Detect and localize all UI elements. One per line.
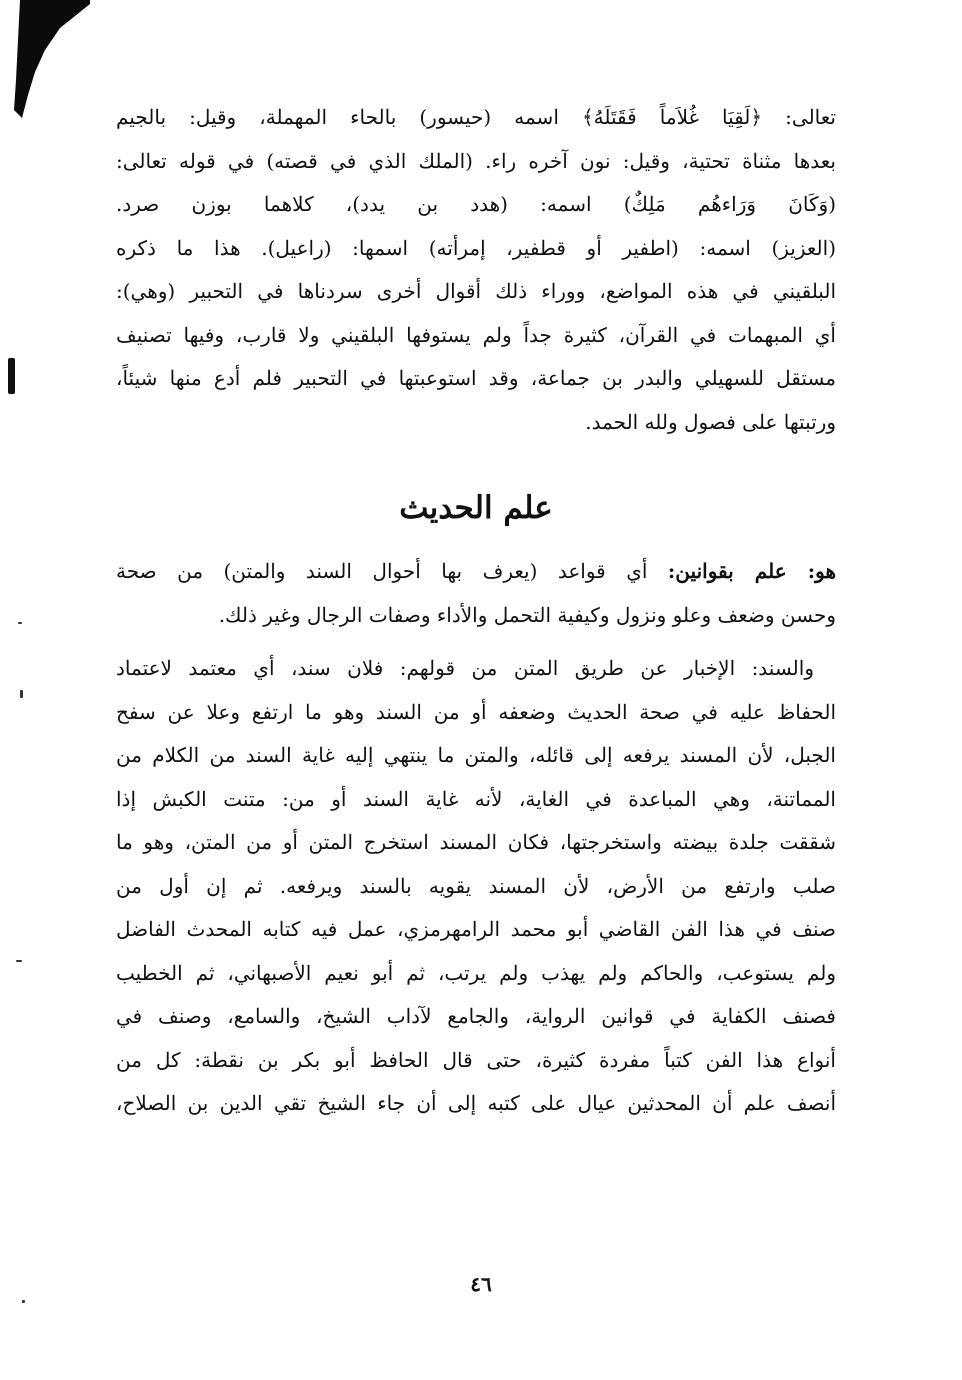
section-heading: علم الحديث — [399, 490, 553, 526]
text-line: أي المبهمات في القرآن، كثيرة جداً ولم يستوفها البلقيني ولا قارب، وفيها تصنيف — [116, 322, 836, 347]
page-number: ٤٦ — [470, 1272, 492, 1296]
text-line: والسند: الإخبار عن طريق المتن من قولهم: فلان سند، أي معتمد لاعتماد — [116, 656, 814, 680]
text-line: أنواع هذا الفن كتباً مفردة كثيرة، حتى قال الحافظ أبو بكر بن نقطة: كل من — [116, 1047, 836, 1072]
top-paragraph — [116, 96, 836, 444]
text-line: بعدها مثناة تحتية، وقيل: نون آخره راء. (الملك الذي في قصته) في قوله تعالى: — [116, 148, 836, 173]
text-line: صنف في هذا الفن القاضي أبو محمد الرامهرمزي، عمل فيه كتابه المحدث الفاضل — [116, 917, 836, 941]
margin-speck — [18, 622, 22, 624]
margin-speck — [16, 960, 22, 962]
text-line: صلب وارتفع من الأرض، لأن المسند يقويه بالسند ويرفعه. ثم إن أول من — [116, 873, 836, 898]
text-line: البلقيني في هذه المواضع، ووراء ذلك أقوال أخرى سردناها في التحبير (وهي): — [116, 279, 836, 303]
text-line: المماتنة، وهي المباعدة في الغاية، لأنه غاية السند أو من: متنت الكبش إذا — [116, 786, 836, 811]
text-line: شققت جلدة بيضته واستخرجتها، فكان المسند استخرج المتن أو من المتن، وهو ما — [116, 830, 836, 854]
definition-text: أي قواعد (يعرف بها أحوال السند والمتن) من صحة — [116, 559, 668, 583]
sanad-paragraph — [116, 647, 836, 1126]
text-line: ورتبتها على فصول ولله الحمد. — [585, 409, 836, 434]
text-line: الحفاظ عليه في صحة الحديث وضعفه أو من السند وهو ما ارتفع وعلا عن سفح — [116, 699, 836, 724]
text-line: ولم يستوعب، والحاكم ولم يهذب ولم يرتب، ثم أبو نعيم الأصبهاني، ثم الخطيب — [116, 960, 836, 985]
definition-lead: هو: علم بقوانين: — [667, 559, 836, 583]
margin-speck — [20, 690, 23, 698]
torn-corner-mark — [0, 0, 90, 120]
text-line: وحسن وضعف وعلو ونزول وكيفية التحمل والأداء وصفات الرجال وغير ذلك. — [218, 602, 836, 627]
margin-ink-mark — [8, 358, 15, 394]
page-body — [116, 96, 836, 1126]
text-line: فصنف الكفاية في قوانين الرواية، والجامع لآداب الشيخ، والسامع، وصنف في — [116, 1004, 836, 1028]
text-line: تعالى: ﴿لَقِيَا غُلاَماً فَقَتَلَهُ﴾ اسمه (حيسور) بالحاء المهملة، وقيل: بالجيم — [116, 105, 836, 129]
text-line: الجبل، لأن المسند يرفعه إلى قائله، والمتن ما ينتهي إليه غاية السند من الكلام من — [116, 743, 836, 767]
text-line: أنصف علم أن المحدثين عيال على كتبه إلى أن جاء الشيخ تقي الدين بن الصلاح، — [116, 1091, 836, 1115]
text-line: مستقل للسهيلي والبدر بن جماعة، وقد استوعبتها في التحبير فلم أدع منها شيئاً، — [116, 366, 836, 390]
text-line: (العزيز) اسمه: (اطفير أو قطفير، إمرأته) اسمها: (راعيل). هذا ما ذكره — [116, 235, 836, 260]
margin-speck — [22, 1300, 25, 1303]
text-line: (وَكَانَ وَرَاءهُم مَلِكٌ) اسمه: (هدد بن يدد)، كلاهما بوزن صرد. — [116, 192, 836, 216]
definition-paragraph — [116, 550, 836, 637]
text-line — [116, 550, 836, 594]
